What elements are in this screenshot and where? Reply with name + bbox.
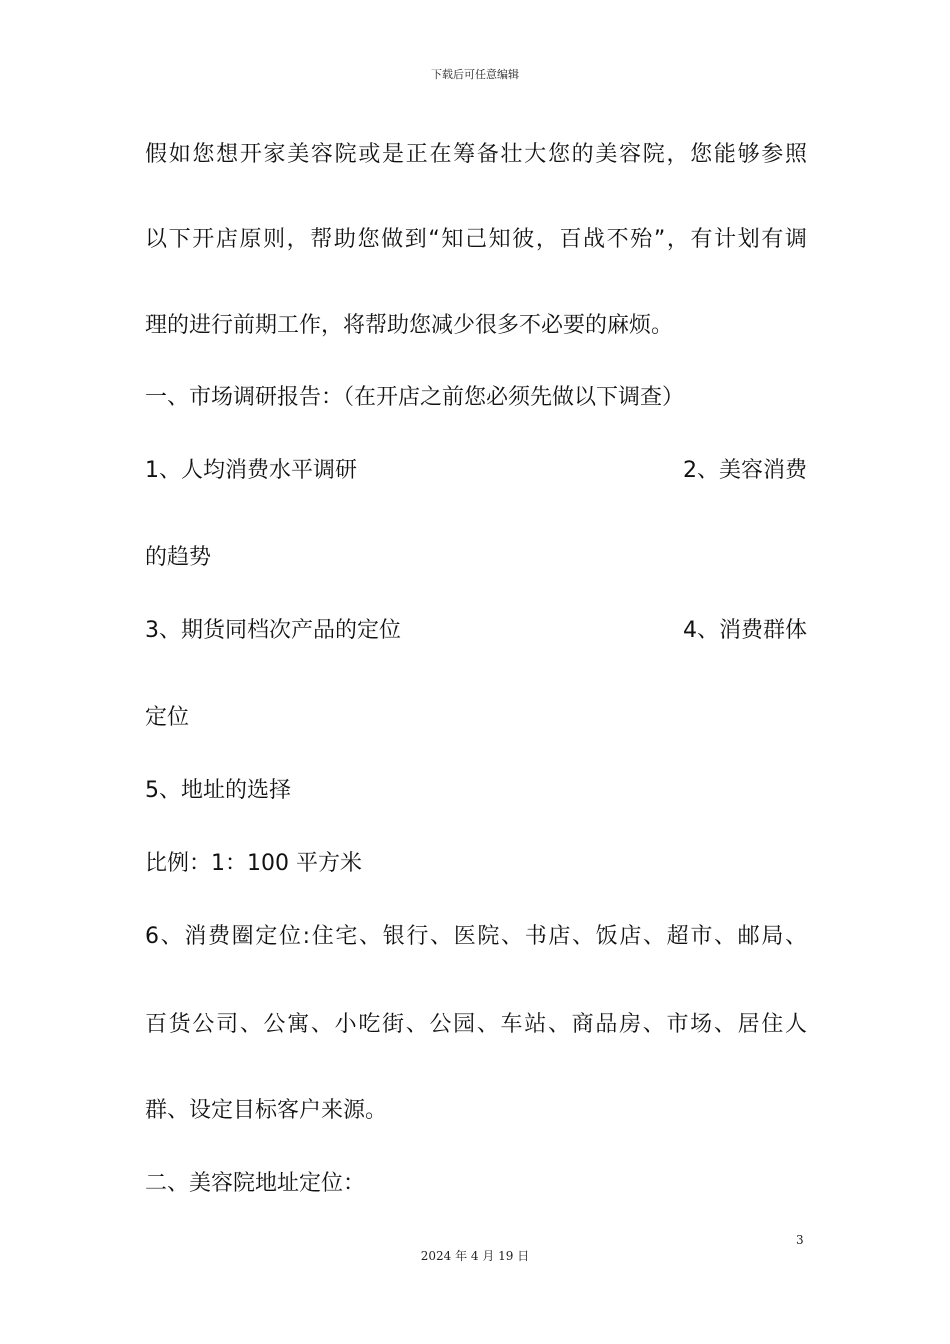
paragraph-line: 理的进行前期工作，将帮助您减少很多不必要的麻烦。 — [145, 313, 674, 338]
list-item-continuation: 定位 — [145, 705, 190, 730]
paragraph-line: 群、设定目标客户来源。 — [145, 1098, 388, 1123]
list-item: 2、美容消费 — [683, 458, 807, 483]
paragraph-line: 假如您想开家美容院或是正在筹备壮大您的美容院，您能够参照 — [145, 142, 807, 167]
list-item-continuation: 的趋势 — [145, 545, 212, 570]
list-item: 3、期货同档次产品的定位 — [145, 618, 401, 643]
list-item: 5、地址的选择 — [145, 778, 291, 803]
paragraph-line: 百货公司、公寓、小吃街、公园、车站、商品房、市场、居住人 — [145, 1012, 807, 1037]
section-heading: 一、市场调研报告：（在开店之前您必须先做以下调查） — [145, 385, 685, 410]
list-item: 1、人均消费水平调研 — [145, 458, 357, 483]
list-item: 4、消费群体 — [683, 618, 807, 643]
section-heading: 二、美容院地址定位： — [145, 1171, 366, 1196]
footer-date: 2024 年 4 月 19 日 — [420, 1249, 530, 1263]
page-number: 3 — [796, 1233, 804, 1247]
page-header: 下载后可任意编辑 — [431, 68, 519, 81]
paragraph-line: 以下开店原则，帮助您做到“知己知彼，百战不殆”，有计划有调 — [145, 227, 807, 252]
list-row — [145, 616, 807, 646]
ratio-text: 比例：1：100 平方米 — [145, 851, 362, 876]
list-row — [145, 456, 807, 486]
paragraph-line: 6、消费圈定位:住宅、银行、医院、书店、饭店、超市、邮局、 — [145, 924, 807, 949]
